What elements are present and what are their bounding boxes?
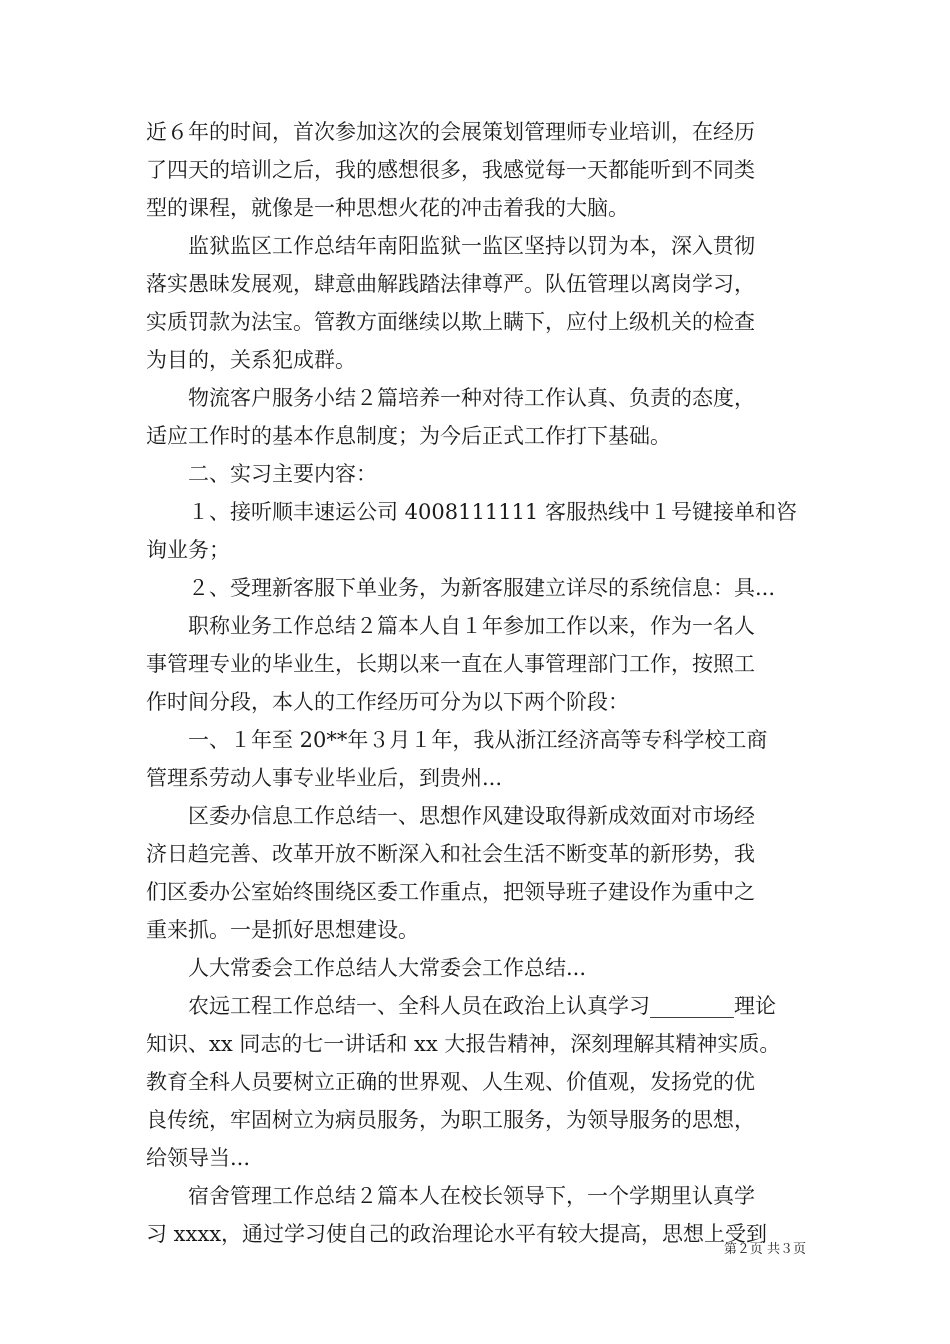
text-line: 适应工作时的基本作息制度；为今后正式工作打下基础。	[146, 424, 671, 448]
text-line: 人大常委会工作总结人大常委会工作总结...	[146, 956, 587, 980]
text-line: 监狱监区工作总结年南阳监狱一监区坚持以罚为本，深入贯彻	[146, 234, 755, 258]
text-line: 一、１年至 20**年３月１年，我从浙江经济高等专科学校工商	[146, 728, 768, 752]
text-line: 询业务；	[146, 538, 230, 562]
text-line: 事管理专业的毕业生，长期以来一直在人事管理部门工作，按照工	[146, 652, 755, 676]
text-line: 职称业务工作总结２篇本人自１年参加工作以来，作为一名人	[146, 614, 755, 638]
text-line: 良传统，牢固树立为病员服务，为职工服务，为领导服务的思想，	[146, 1108, 755, 1132]
text-line: 为目的，关系犯成群。	[146, 348, 356, 372]
text-line: 型的课程，就像是一种思想火花的冲击着我的大脑。	[146, 196, 629, 220]
text-line: 区委办信息工作总结一、思想作风建设取得新成效面对市场经	[146, 804, 755, 828]
text-line: 济日趋完善、改革开放不断深入和社会生活不断变革的新形势，我	[146, 842, 755, 866]
text-line: 们区委办公室始终围绕区委工作重点，把领导班子建设作为重中之	[146, 880, 755, 904]
text-line: 宿舍管理工作总结２篇本人在校长领导下，一个学期里认真学	[146, 1184, 755, 1208]
text-line: 农远工程工作总结一、全科人员在政治上认真学习________理论	[146, 994, 776, 1018]
text-line: 知识、xx 同志的七一讲话和 xx 大报告精神，深刻理解其精神实质。	[146, 1032, 781, 1056]
text-line: 重来抓。一是抓好思想建设。	[146, 918, 419, 942]
text-line: １、接听顺丰速运公司 4008111111 客服热线中１号键接单和咨	[146, 500, 797, 524]
text-line: 实质罚款为法宝。管教方面继续以欺上瞒下，应付上级机关的检查	[146, 310, 755, 334]
text-line: 教育全科人员要树立正确的世界观、人生观、价值观，发扬党的优	[146, 1070, 755, 1094]
text-line: 作时间分段，本人的工作经历可分为以下两个阶段：	[146, 690, 629, 714]
text-line: 落实愚昧发展观，肆意曲解践踏法律尊严。队伍管理以离岗学习，	[146, 272, 755, 296]
text-line: 了四天的培训之后，我的感想很多，我感觉每一天都能听到不同类	[146, 158, 755, 182]
text-line: 给领导当...	[146, 1146, 251, 1170]
text-line: ２、受理新客服下单业务，为新客服建立详尽的系统信息：具...	[146, 576, 776, 600]
section-heading: 二、实习主要内容：	[146, 462, 377, 486]
text-line: 管理系劳动人事专业毕业后，到贵州...	[146, 766, 503, 790]
page-number: 第２页 共３页	[723, 1242, 806, 1257]
body-text	[146, 113, 806, 1253]
text-line: 物流客户服务小结２篇培养一种对待工作认真、负责的态度，	[146, 386, 755, 410]
text-line: 近６年的时间，首次参加这次的会展策划管理师专业培训，在经历	[146, 120, 755, 144]
text-line: 习 xxxx，通过学习使自己的政治理论水平有较大提高，思想上受到	[146, 1222, 768, 1246]
